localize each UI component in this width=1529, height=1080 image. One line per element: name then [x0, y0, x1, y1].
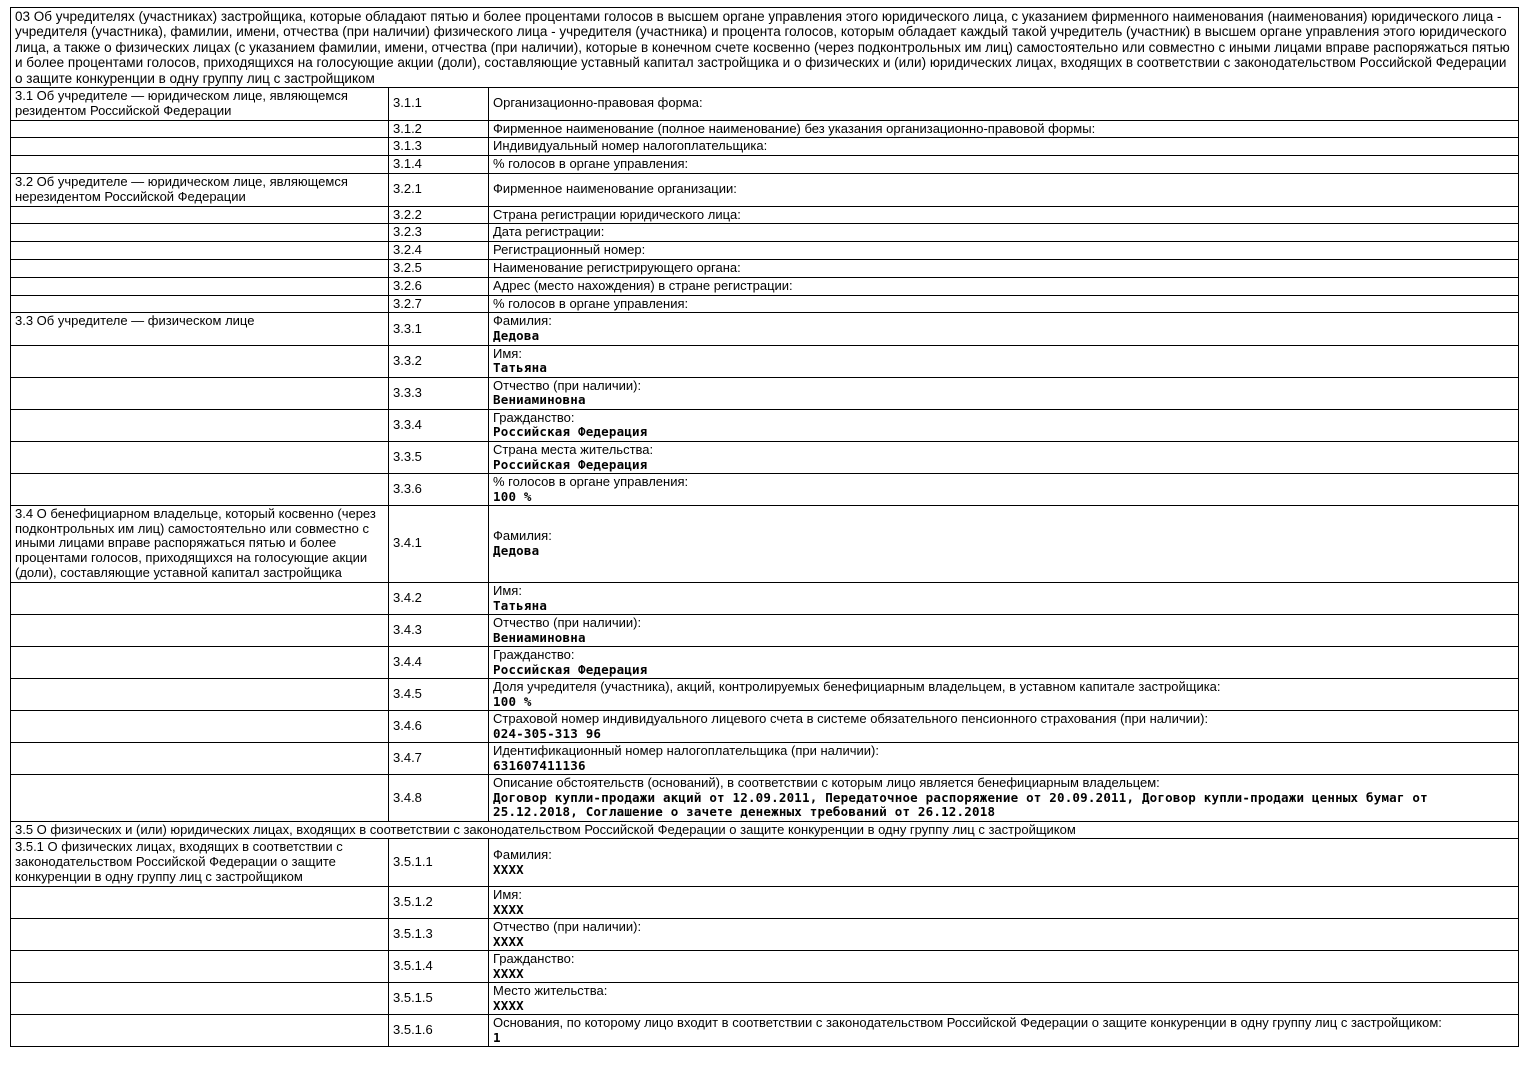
field-value: Российская Федерация — [493, 424, 648, 440]
field-value: XXXX — [493, 933, 524, 949]
content-cell — [489, 441, 1519, 473]
field-value: XXXX — [493, 861, 524, 877]
code-cell: 3.5.1.5 — [389, 983, 489, 1015]
content-cell — [489, 950, 1519, 982]
section-cell — [11, 679, 389, 711]
content-cell — [489, 345, 1519, 377]
code-cell: 3.2.3 — [389, 224, 489, 242]
section-cell — [11, 260, 389, 278]
field-label: Регистрационный номер: — [493, 242, 646, 258]
table-row — [11, 409, 1519, 441]
section-cell: 3.2 Об учредителе — юридическом лице, являющемся нерезидентом Российской Федерации — [11, 173, 389, 206]
table-row — [11, 711, 1519, 743]
content-cell — [489, 277, 1519, 295]
content-cell — [489, 206, 1519, 224]
code-cell: 3.3.6 — [389, 473, 489, 505]
table-row — [11, 138, 1519, 156]
content-cell — [489, 409, 1519, 441]
code-cell: 3.3.4 — [389, 409, 489, 441]
code-cell: 3.4.8 — [389, 775, 489, 821]
field-label: % голосов в органе управления: — [493, 473, 689, 489]
field-label: Дата регистрации: — [493, 224, 605, 240]
table-row — [11, 377, 1519, 409]
code-cell: 3.4.2 — [389, 582, 489, 614]
code-cell: 3.3.5 — [389, 441, 489, 473]
code-cell: 3.5.1.1 — [389, 839, 489, 886]
content-cell — [489, 173, 1519, 206]
code-cell: 3.4.3 — [389, 614, 489, 646]
table-row — [11, 950, 1519, 982]
section-cell — [11, 743, 389, 775]
table-row — [11, 441, 1519, 473]
content-cell — [489, 377, 1519, 409]
content-cell — [489, 138, 1519, 156]
content-cell — [489, 983, 1519, 1015]
field-label: Имя: — [493, 886, 522, 902]
field-value: Вениаминовна — [493, 392, 586, 408]
field-value: Дедова — [493, 328, 540, 344]
table-row — [11, 918, 1519, 950]
field-value: 100 % — [493, 693, 532, 709]
field-value: Дедова — [493, 543, 540, 559]
field-label: % голосов в органе управления: — [493, 156, 689, 172]
table-row — [11, 277, 1519, 295]
section-cell — [11, 775, 389, 821]
table-row — [11, 87, 1519, 120]
table-row — [11, 582, 1519, 614]
code-cell: 3.4.5 — [389, 679, 489, 711]
content-cell — [489, 775, 1519, 821]
content-cell — [489, 505, 1519, 582]
content-cell — [489, 614, 1519, 646]
table-row — [11, 260, 1519, 278]
field-label: Гражданство: — [493, 647, 575, 662]
code-cell: 3.1.4 — [389, 156, 489, 174]
field-label: Отчество (при наличии): — [493, 614, 642, 630]
table-row — [11, 775, 1519, 821]
code-cell: 3.4.7 — [389, 743, 489, 775]
content-cell — [489, 313, 1519, 345]
field-value: Договор купли-продажи акций от 12.09.2011, Передаточное распоряжение от 20.09.2011, Договор купли-продажи ценных бумаг от 25.12.2018, Соглашение о зачете денежных требований от 26.12.2018 — [493, 790, 1428, 820]
content-cell — [489, 224, 1519, 242]
field-value: XXXX — [493, 901, 524, 917]
table-row — [11, 224, 1519, 242]
code-cell: 3.5.1.4 — [389, 950, 489, 982]
code-cell: 3.1.3 — [389, 138, 489, 156]
subsection-header-cell: 3.5 О физических и (или) юридических лицах, входящих в соответствии с законодательством Российской Федерации о защите конкуренции в одну группу лиц с застройщиком — [11, 821, 1519, 839]
section-cell: 3.5.1 О физических лицах, входящих в соответствии с законодательством Российской Федерации о защите конкуренции в одну группу лиц с застройщиком — [11, 839, 389, 886]
field-label: Отчество (при наличии): — [493, 377, 642, 393]
field-label: Адрес (место нахождения) в стране регистрации: — [493, 277, 793, 293]
table-row — [11, 1015, 1519, 1047]
content-cell — [489, 120, 1519, 138]
field-label: % голосов в органе управления: — [493, 295, 689, 311]
field-label: Индивидуальный номер налогоплательщика: — [493, 138, 768, 154]
code-cell: 3.1.1 — [389, 87, 489, 120]
table-row — [11, 173, 1519, 206]
content-cell — [489, 260, 1519, 278]
code-cell: 3.1.2 — [389, 120, 489, 138]
content-cell — [489, 886, 1519, 918]
field-label: Отчество (при наличии): — [493, 918, 642, 934]
field-value: 024-305-313 96 — [493, 725, 602, 741]
section-cell — [11, 441, 389, 473]
field-label: Страна места жительства: — [493, 441, 654, 457]
code-cell: 3.2.2 — [389, 206, 489, 224]
table-row — [11, 156, 1519, 174]
code-cell: 3.2.5 — [389, 260, 489, 278]
content-cell — [489, 918, 1519, 950]
table-row — [11, 242, 1519, 260]
content-cell — [489, 87, 1519, 120]
code-cell: 3.2.4 — [389, 242, 489, 260]
table-row — [11, 206, 1519, 224]
section-cell — [11, 224, 389, 242]
section-cell — [11, 120, 389, 138]
section-cell: 3.1 Об учредителе — юридическом лице, являющемся резидентом Российской Федерации — [11, 87, 389, 120]
table-row — [11, 120, 1519, 138]
section-cell: 3.4 О бенефициарном владельце, который косвенно (через подконтрольных им лиц) самостоятельно или совместно с иными лицами вправе распоряжаться пятью и более процентами голосов, приходящихся на голосующие акции (доли), составляющие уставной капитал застройщика — [11, 505, 389, 582]
field-label: Фамилия: — [493, 313, 552, 329]
field-value: Вениаминовна — [493, 629, 586, 645]
content-cell — [489, 582, 1519, 614]
section-cell — [11, 206, 389, 224]
field-label: Фамилия: — [493, 528, 552, 544]
declaration-table — [10, 7, 1519, 1047]
field-label: Имя: — [493, 345, 522, 361]
content-cell — [489, 1015, 1519, 1047]
code-cell: 3.2.1 — [389, 173, 489, 206]
section-cell — [11, 918, 389, 950]
table-row — [11, 886, 1519, 918]
field-label: Страна регистрации юридического лица: — [493, 206, 741, 222]
field-label: Организационно-правовая форма: — [493, 95, 703, 111]
section-cell: 3.3 Об учредителе — физическом лице — [11, 313, 389, 345]
table-row — [11, 614, 1519, 646]
content-cell — [489, 711, 1519, 743]
section-cell — [11, 473, 389, 505]
section-cell — [11, 345, 389, 377]
code-cell: 3.5.1.6 — [389, 1015, 489, 1047]
section-cell — [11, 277, 389, 295]
field-label: Наименование регистрирующего органа: — [493, 260, 741, 275]
section-cell — [11, 242, 389, 260]
content-cell — [489, 295, 1519, 313]
field-label: Описание обстоятельств (оснований), в соответствии с которым лицо является бенефициарным владельцем: — [493, 775, 1160, 791]
field-value: 100 % — [493, 488, 532, 504]
table-row — [11, 295, 1519, 313]
code-cell: 3.3.3 — [389, 377, 489, 409]
code-cell: 3.4.6 — [389, 711, 489, 743]
section-cell — [11, 647, 389, 679]
section-cell — [11, 1015, 389, 1047]
field-label: Место жительства: — [493, 983, 608, 998]
table-row — [11, 983, 1519, 1015]
table-row — [11, 313, 1519, 345]
declaration-table-body — [11, 8, 1519, 1047]
section-cell — [11, 983, 389, 1015]
section-03-header-row — [11, 8, 1519, 88]
content-cell — [489, 242, 1519, 260]
section-03-header: 03 Об учредителях (участниках) застройщика, которые обладают пятью и более процентами голосов в высшем органе управления этого юридического лица, с указанием фирменного наименования (наименования) юридического лица - учредителя (участника), фамилии, имени, отчества (при наличии) физического лица - учредителя (участника) и процента голосов, которым обладает каждый такой учредитель (участник) в высшем органе управления этого юридического лица, а также о физических лицах (с указанием фамилии, имени, отчества (при наличии), которые в конечном счете косвенно (через подконтрольных им лиц) самостоятельно или совместно с иными лицами вправе распоряжаться пятью и более процентами голосов, приходящихся на голосующие акции (доли), составляющие уставный капитал застройщика и о физических и (или) юридических лицах, входящих в соответствии с законодательством Российской Федерации о защите конкуренции в одну группу лиц с застройщиком — [11, 8, 1519, 88]
content-cell — [489, 473, 1519, 505]
code-cell: 3.5.1.2 — [389, 886, 489, 918]
section-cell — [11, 582, 389, 614]
table-row — [11, 505, 1519, 582]
content-cell — [489, 839, 1519, 886]
table-row — [11, 345, 1519, 377]
table-row — [11, 839, 1519, 886]
code-cell: 3.3.1 — [389, 313, 489, 345]
field-value: Российская Федерация — [493, 456, 648, 472]
field-label: Гражданство: — [493, 950, 575, 966]
table-row — [11, 743, 1519, 775]
field-label: Фамилия: — [493, 847, 552, 863]
field-label: Идентификационный номер налогоплательщика (при наличии): — [493, 743, 879, 759]
section-cell — [11, 409, 389, 441]
field-value: Российская Федерация — [493, 661, 648, 677]
field-label: Фирменное наименование (полное наименование) без указания организационно-правовой формы: — [493, 120, 1096, 136]
table-row — [11, 679, 1519, 711]
content-cell — [489, 679, 1519, 711]
field-value: Татьяна — [493, 360, 548, 376]
field-label: Гражданство: — [493, 409, 575, 425]
section-cell — [11, 886, 389, 918]
content-cell — [489, 647, 1519, 679]
field-label: Основания, по которому лицо входит в соответствии с законодательством Российской Федерации о защите конкуренции в одну группу лиц с застройщиком: — [493, 1015, 1442, 1031]
table-row — [11, 647, 1519, 679]
code-cell: 3.3.2 — [389, 345, 489, 377]
section-cell — [11, 614, 389, 646]
field-value: XXXX — [493, 965, 524, 981]
field-value: XXXX — [493, 997, 524, 1013]
content-cell — [489, 743, 1519, 775]
section-cell — [11, 156, 389, 174]
field-label: Фирменное наименование организации: — [493, 181, 737, 197]
code-cell: 3.2.7 — [389, 295, 489, 313]
field-label: Доля учредителя (участника), акций, контролируемых бенефициарным владельцем, в уставном капитале застройщика: — [493, 679, 1221, 695]
code-cell: 3.4.4 — [389, 647, 489, 679]
code-cell: 3.5.1.3 — [389, 918, 489, 950]
section-cell — [11, 950, 389, 982]
code-cell: 3.4.1 — [389, 505, 489, 582]
section-cell — [11, 711, 389, 743]
code-cell: 3.2.6 — [389, 277, 489, 295]
content-cell — [489, 156, 1519, 174]
table-row — [11, 473, 1519, 505]
section-cell — [11, 295, 389, 313]
table-row — [11, 821, 1519, 839]
field-value: 631607411136 — [493, 758, 586, 773]
section-cell — [11, 377, 389, 409]
field-value: Татьяна — [493, 597, 548, 613]
field-label: Страховой номер индивидуального лицевого счета в системе обязательного пенсионного страхования (при наличии): — [493, 711, 1209, 727]
section-cell — [11, 138, 389, 156]
field-label: Имя: — [493, 582, 522, 598]
field-value: 1 — [493, 1029, 501, 1045]
